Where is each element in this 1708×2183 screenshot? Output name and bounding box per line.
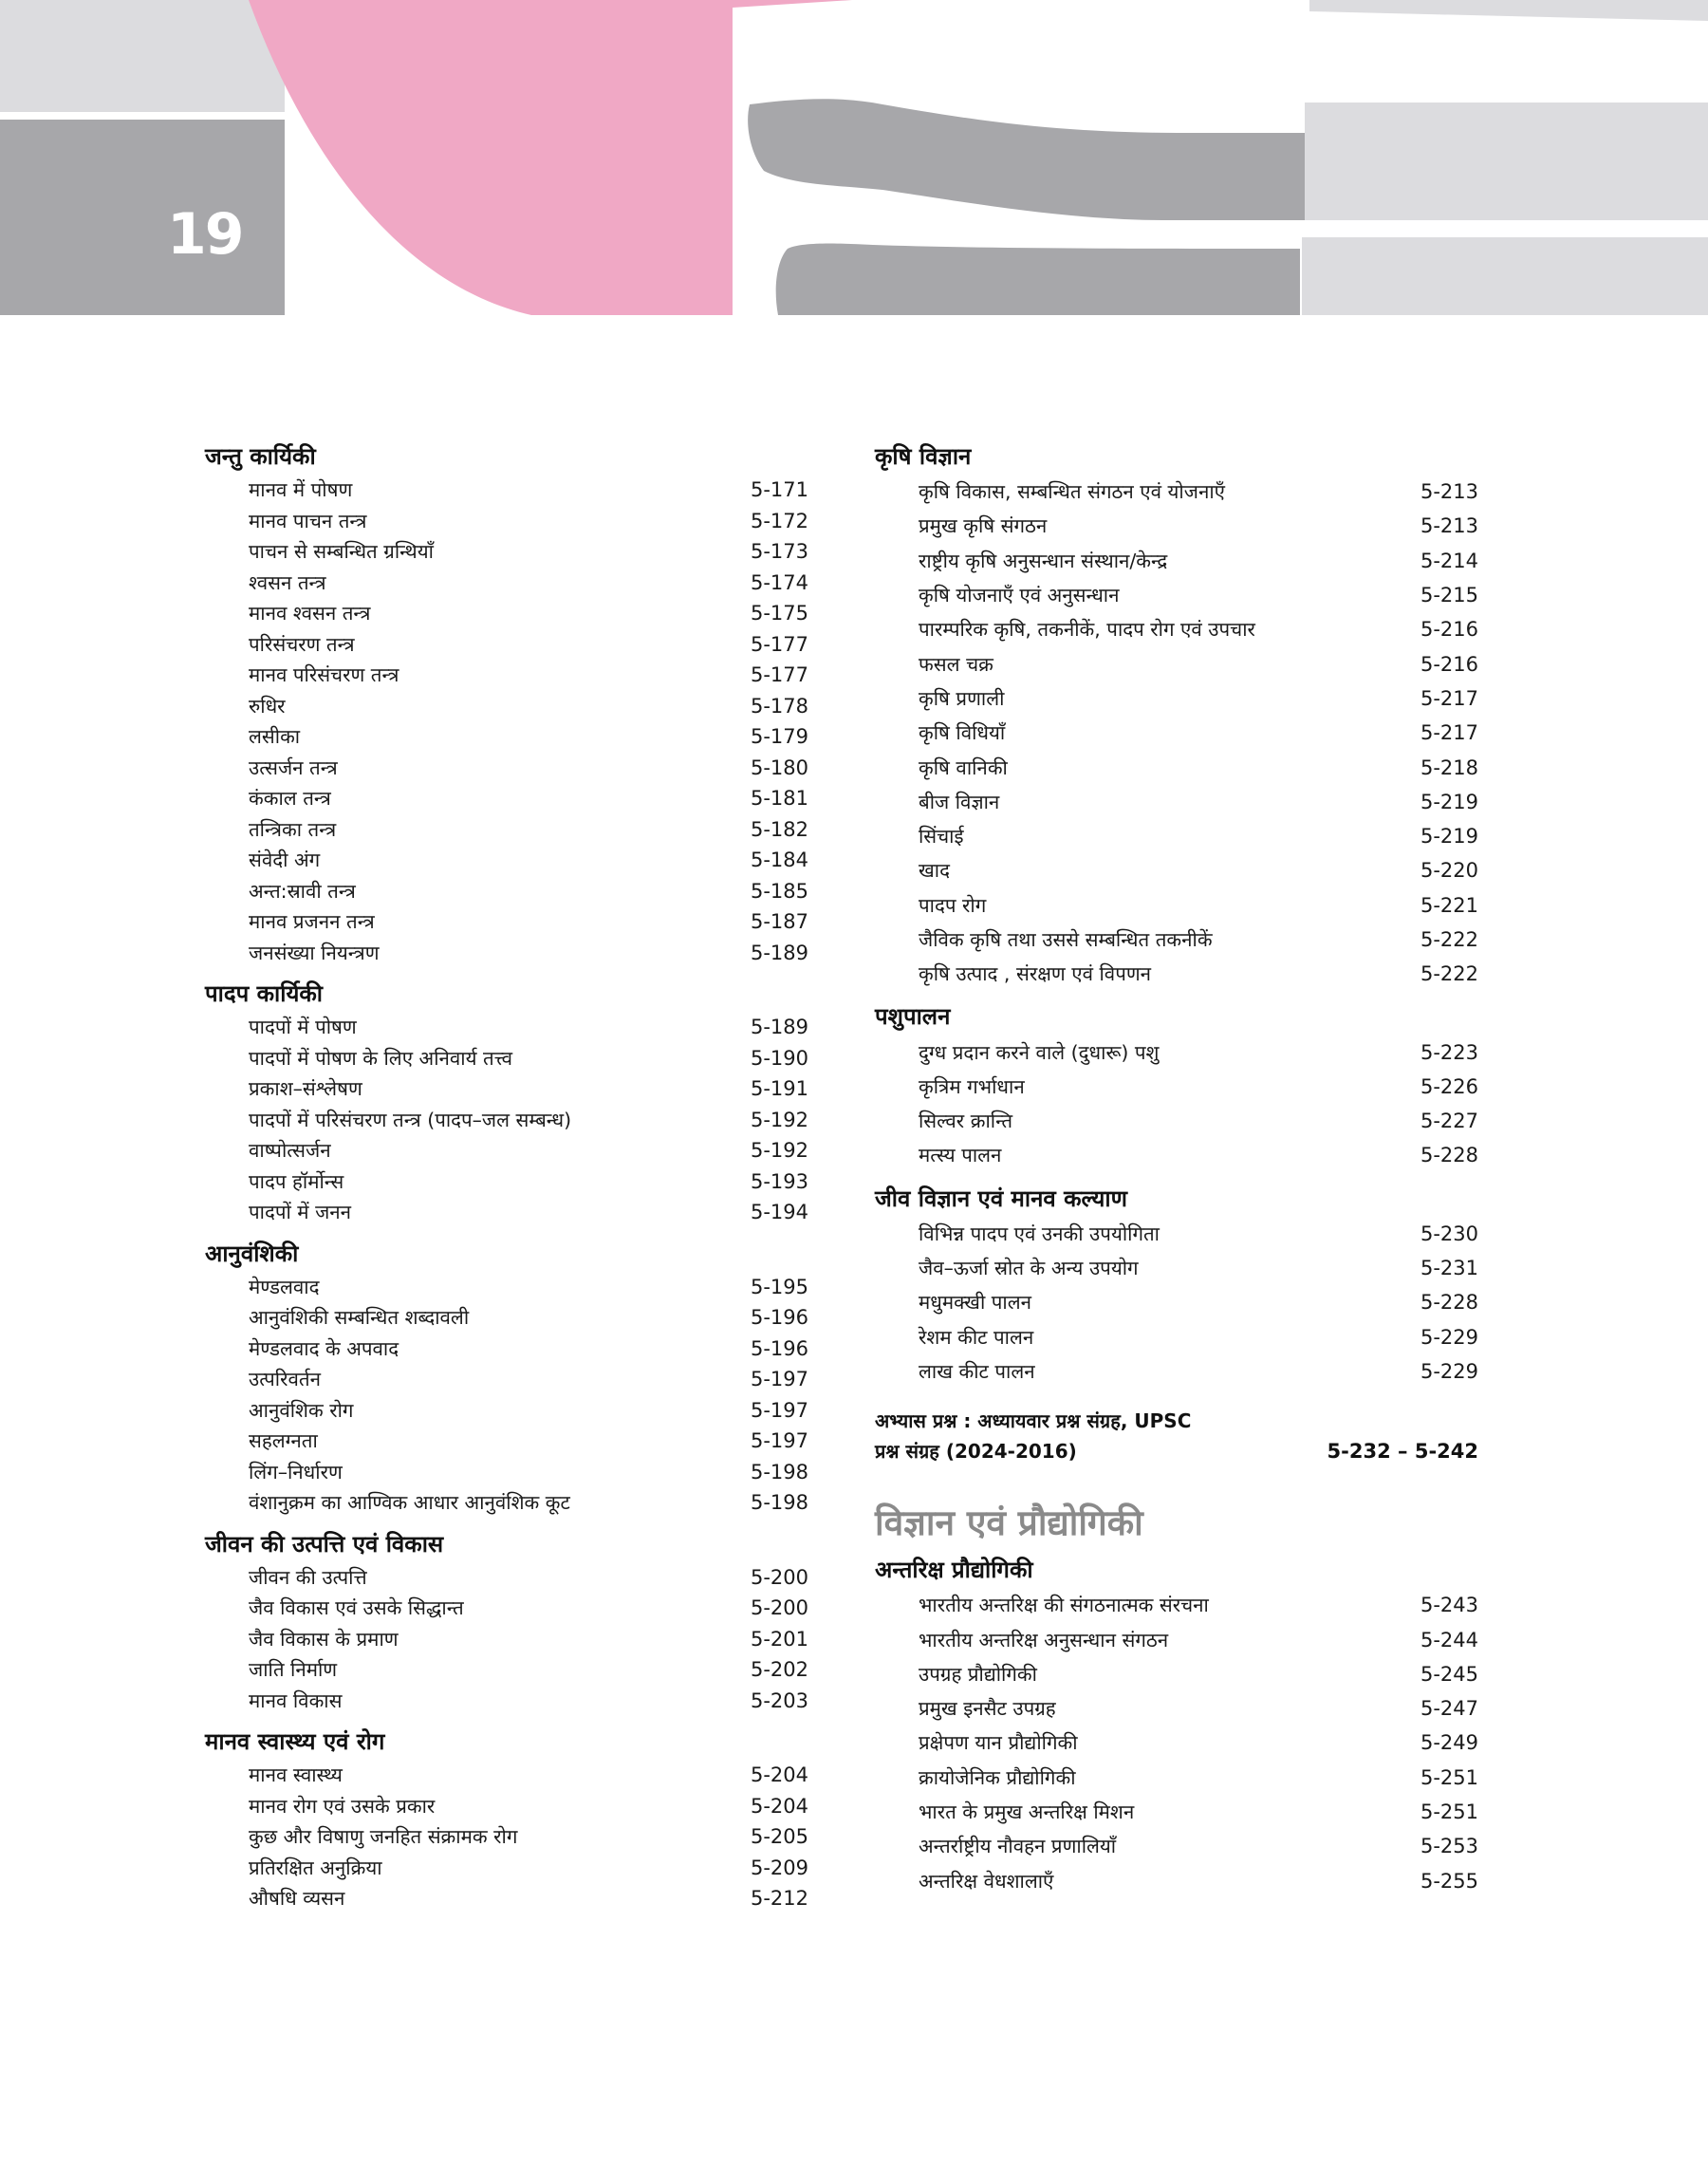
toc-section	[875, 438, 1478, 991]
toc-entry-page: 5-209	[750, 1856, 808, 1879]
toc-entry-page: 5-219	[1420, 825, 1478, 849]
toc-entry[interactable]	[875, 509, 1478, 543]
toc-entry-page: 5-190	[750, 1046, 808, 1070]
toc-entry-page: 5-174	[750, 570, 808, 594]
toc-entry-page: 5-202	[750, 1658, 808, 1682]
toc-entry-title: उत्परिवर्तन	[249, 1368, 321, 1391]
toc-entry-page: 5-228	[1420, 1291, 1478, 1315]
toc-entry-page: 5-229	[1420, 1359, 1478, 1383]
toc-entry-title: कंकाल तन्त्र	[249, 787, 331, 811]
toc-entry-title: अन्तरिक्ष वेधशालाएँ	[919, 1869, 1054, 1893]
toc-entry[interactable]	[205, 506, 808, 537]
gray-wave-2	[1305, 103, 1708, 220]
toc-entry-page: 5-197	[750, 1368, 808, 1391]
toc-entry-title: उत्सर्जन तन्त्र	[249, 756, 338, 779]
toc-entry-page: 5-200	[750, 1596, 808, 1620]
toc-entry-title: जनसंख्या नियन्त्रण	[249, 941, 380, 964]
decorative-shapes	[0, 0, 1708, 315]
toc-entry-page: 5-200	[750, 1565, 808, 1589]
toc-entry[interactable]	[875, 1795, 1478, 1829]
toc-entry-title: जाति निर्माण	[249, 1658, 338, 1682]
toc-entry-page: 5-178	[750, 694, 808, 718]
toc-entry-title: मानव प्रजनन तन्त्र	[249, 910, 375, 934]
toc-entry[interactable]	[205, 1760, 808, 1791]
toc-entry[interactable]	[875, 646, 1478, 681]
section-gap	[205, 1716, 808, 1724]
toc-entry[interactable]	[875, 1251, 1478, 1285]
toc-entry[interactable]	[875, 578, 1478, 612]
gray-wave-3	[776, 244, 1300, 315]
toc-entry-page: 5-172	[750, 509, 808, 532]
section-heading: पादप कार्यिकी	[205, 980, 324, 1007]
toc-entry[interactable]	[875, 1657, 1478, 1691]
toc-section	[205, 1724, 808, 1914]
toc-entry[interactable]	[205, 1883, 808, 1914]
toc-entry-title: उपग्रह प्रौद्योगिकी	[919, 1662, 1037, 1686]
toc-entry-page: 5-192	[750, 1139, 808, 1163]
toc-entry[interactable]	[875, 888, 1478, 923]
toc-entry-page: 5-196	[750, 1336, 808, 1360]
section-heading: आनुवंशिकी	[205, 1240, 299, 1267]
toc-entry-page: 5-220	[1420, 859, 1478, 883]
toc-entry[interactable]	[205, 938, 808, 969]
toc-entry[interactable]	[205, 1105, 808, 1136]
toc-entry-title: पारम्परिक कृषि, तकनीकें, पादप रोग एवं उपचार	[919, 618, 1255, 642]
toc-entry-title: परिसंचरण तन्त्र	[249, 632, 355, 656]
toc-entry[interactable]	[875, 1829, 1478, 1863]
toc-entry-title: प्रमुख कृषि संगठन	[919, 514, 1048, 538]
toc-entry-title: औषधि व्यसन	[249, 1887, 345, 1911]
toc-entry[interactable]	[875, 1354, 1478, 1389]
toc-entry-title: जैव विकास के प्रमाण	[249, 1627, 399, 1651]
toc-entry-title: संवेदी अंग	[249, 849, 321, 872]
toc-entry-title: विभिन्न पादप एवं उनकी उपयोगिता	[919, 1222, 1160, 1245]
toc-entry-page: 5-184	[750, 849, 808, 872]
toc-entry-page: 5-197	[750, 1398, 808, 1422]
practice-questions-text	[875, 1406, 1321, 1466]
toc-entry-title: कृषि विधियाँ	[919, 721, 1006, 745]
toc-section	[875, 1181, 1478, 1389]
toc-entry-page: 5-213	[1420, 514, 1478, 538]
section-gap	[875, 991, 1478, 998]
toc-entry-page: 5-194	[750, 1201, 808, 1224]
toc-entry[interactable]	[205, 1457, 808, 1488]
toc-entry[interactable]	[875, 1726, 1478, 1760]
toc-entry-page: 5-253	[1420, 1835, 1478, 1858]
toc-entry[interactable]	[205, 814, 808, 846]
toc-entry-title: भारत के प्रमुख अन्तरिक्ष मिशन	[919, 1801, 1135, 1824]
practice-page-range: 5-232 – 5-242	[1327, 1440, 1478, 1464]
page-number: 19	[167, 201, 243, 268]
toc-entry[interactable]	[205, 1272, 808, 1303]
toc-entry-page: 5-255	[1420, 1869, 1478, 1893]
toc-entry-page: 5-205	[750, 1825, 808, 1849]
toc-entry[interactable]	[875, 1035, 1478, 1069]
toc-entry-page: 5-217	[1420, 721, 1478, 745]
toc-entry-page: 5-201	[750, 1627, 808, 1651]
toc-entry-page: 5-249	[1420, 1731, 1478, 1755]
toc-entry-title: कृषि प्रणाली	[919, 686, 1005, 710]
toc-entry-title: मानव विकास	[249, 1689, 343, 1712]
toc-entry[interactable]	[875, 923, 1478, 957]
toc-entry[interactable]	[205, 1166, 808, 1198]
section-heading: जीवन की उत्पत्ति एवं विकास	[205, 1530, 444, 1558]
toc-entry-title: श्वसन तन्त्र	[249, 570, 326, 594]
toc-entry-title: कृषि वानिकी	[919, 756, 1008, 779]
toc-entry-page: 5-189	[750, 941, 808, 964]
toc-entry[interactable]	[875, 716, 1478, 750]
gray-band-top-left	[0, 0, 285, 112]
toc-entry-title: बीज विज्ञान	[919, 790, 1000, 813]
toc-entry[interactable]	[205, 1487, 808, 1519]
toc-entry[interactable]	[875, 1622, 1478, 1656]
section-heading: जन्तु कार्यिकी	[205, 443, 316, 470]
toc-entry-page: 5-218	[1420, 756, 1478, 779]
toc-entry-page: 5-203	[750, 1689, 808, 1712]
toc-entry-page: 5-182	[750, 817, 808, 841]
part-title: विज्ञान एवं प्रौद्योगिकी	[875, 1502, 1143, 1544]
toc-entry-page: 5-214	[1420, 549, 1478, 572]
toc-entry-title: प्रक्षेपण यान प्रौद्योगिकी	[919, 1731, 1078, 1755]
toc-entry-title: सहलग्नता	[249, 1429, 318, 1453]
toc-entry-title: लसीका	[249, 725, 301, 749]
toc-entry-page: 5-243	[1420, 1594, 1478, 1617]
toc-entry[interactable]	[205, 876, 808, 907]
toc-entry-page: 5-177	[750, 663, 808, 687]
toc-entry-page: 5-191	[750, 1077, 808, 1101]
toc-entry[interactable]	[205, 906, 808, 938]
toc-entry[interactable]	[205, 660, 808, 691]
toc-entry[interactable]	[875, 544, 1478, 578]
toc-entry-title: अन्तर्राष्ट्रीय नौवहन प्रणालियाँ	[919, 1835, 1117, 1858]
toc-entry-page: 5-228	[1420, 1144, 1478, 1167]
toc-section	[205, 976, 808, 1228]
toc-entry-title: राष्ट्रीय कृषि अनुसन्धान संस्थान/केन्द्र	[919, 549, 1168, 572]
toc-entry-title: रुधिर	[249, 694, 286, 718]
toc-entry[interactable]	[205, 753, 808, 784]
toc-entry-page: 5-216	[1420, 652, 1478, 676]
toc-entry-title: आनुवंशिकी सम्बन्धित शब्दावली	[249, 1306, 470, 1330]
toc-entry-title: अन्त:स्रावी तन्त्र	[249, 879, 356, 903]
toc-section	[205, 438, 808, 968]
toc-entry[interactable]	[205, 1302, 808, 1334]
toc-entry-title: मेण्डलवाद के अपवाद	[249, 1336, 399, 1360]
toc-entry-page: 5-227	[1420, 1110, 1478, 1133]
toc-entry-title: रेशम कीट पालन	[919, 1325, 1034, 1349]
toc-entry-page: 5-195	[750, 1275, 808, 1298]
toc-entry-page: 5-198	[750, 1460, 808, 1483]
toc-entry[interactable]	[205, 1686, 808, 1717]
toc-entry[interactable]	[205, 721, 808, 753]
toc-entry-page: 5-196	[750, 1306, 808, 1330]
toc-entry[interactable]	[205, 568, 808, 599]
toc-entry-title: मानव स्वास्थ्य	[249, 1763, 343, 1787]
toc-entry-page: 5-197	[750, 1429, 808, 1453]
toc-entry-page: 5-213	[1420, 480, 1478, 504]
section-heading: जीव विज्ञान एवं मानव कल्याण	[875, 1185, 1128, 1212]
toc-entry-title: मत्स्य पालन	[919, 1144, 1002, 1167]
toc-entry[interactable]	[205, 1334, 808, 1365]
toc-entry-title: मानव पाचन तन्त्र	[249, 509, 367, 532]
toc-entry[interactable]	[875, 681, 1478, 716]
section-heading: मानव स्वास्थ्य एवं रोग	[205, 1728, 385, 1755]
toc-entry-page: 5-193	[750, 1169, 808, 1193]
toc-entry[interactable]	[875, 1285, 1478, 1319]
toc-entry[interactable]	[205, 1197, 808, 1228]
toc-entry-page: 5-219	[1420, 790, 1478, 813]
toc-entry-title: आनुवंशिक रोग	[249, 1398, 354, 1422]
toc-entry[interactable]	[205, 598, 808, 629]
toc-entry[interactable]	[875, 1070, 1478, 1104]
toc-entry[interactable]	[205, 1395, 808, 1427]
toc-entry-page: 5-192	[750, 1108, 808, 1131]
toc-entry-page: 5-217	[1420, 686, 1478, 710]
toc-entry-title: प्रकाश–संश्लेषण	[249, 1077, 362, 1101]
toc-entry[interactable]	[875, 1588, 1478, 1622]
toc-entry[interactable]	[205, 1853, 808, 1884]
toc-entry-title: पादप रोग	[919, 893, 987, 917]
toc-entry[interactable]	[875, 1761, 1478, 1795]
toc-entry-page: 5-181	[750, 787, 808, 811]
toc-entry[interactable]	[205, 475, 808, 506]
section-gap	[205, 968, 808, 976]
right-sections	[875, 438, 1478, 1396]
toc-entry-title: जैविक कृषि तथा उससे सम्बन्धित तकनीकें	[919, 928, 1213, 951]
toc-entry-title: पादपों में पोषण के लिए अनिवार्य तत्त्व	[249, 1046, 513, 1070]
section-heading: अन्तरिक्ष प्रौद्योगिकी	[875, 1557, 1033, 1584]
toc-entry-title: खाद	[919, 859, 950, 883]
toc-entry[interactable]	[875, 819, 1478, 853]
toc-entry-title: कृषि विकास, सम्बन्धित संगठन एवं योजनाएँ	[919, 480, 1225, 504]
toc-entry-page: 5-245	[1420, 1662, 1478, 1686]
toc-entry[interactable]	[875, 612, 1478, 646]
toc-entry[interactable]	[875, 1320, 1478, 1354]
toc-entry[interactable]	[875, 785, 1478, 819]
toc-entry-page: 5-222	[1420, 962, 1478, 986]
toc-entry-page: 5-251	[1420, 1765, 1478, 1789]
section-gap	[875, 1173, 1478, 1181]
toc-section	[875, 1552, 1478, 1898]
toc-entry-page: 5-185	[750, 879, 808, 903]
toc-entry[interactable]	[205, 1364, 808, 1395]
toc-entry-page: 5-204	[750, 1794, 808, 1818]
section-gap	[205, 1914, 808, 1922]
toc-entry-page: 5-215	[1420, 584, 1478, 607]
toc-entry-page: 5-223	[1420, 1040, 1478, 1064]
toc-entry-page: 5-247	[1420, 1697, 1478, 1721]
toc-entry[interactable]	[875, 853, 1478, 887]
toc-entry-title: कृत्रिम गर्भाधान	[919, 1074, 1025, 1098]
toc-entry-title: तन्त्रिका तन्त्र	[249, 817, 337, 841]
toc-entry[interactable]	[875, 750, 1478, 784]
toc-entry-title: फसल चक्र	[919, 652, 993, 676]
toc-section	[875, 998, 1478, 1172]
toc-entry[interactable]	[205, 783, 808, 814]
toc-entry-title: क्रायोजेनिक प्रौद्योगिकी	[919, 1765, 1076, 1789]
toc-entry-title: पादपों में पोषण	[249, 1016, 357, 1039]
toc-entry-page: 5-173	[750, 540, 808, 564]
toc-entry-page: 5-222	[1420, 928, 1478, 951]
toc-entry-title: कुछ और विषाणु जनहित संक्रामक रोग	[249, 1825, 518, 1849]
toc-entry-title: सिल्वर क्रान्ति	[919, 1110, 1013, 1133]
toc-entry-title: लिंग–निर्धारण	[249, 1460, 343, 1483]
space-section	[875, 1552, 1478, 1898]
toc-entry-page: 5-244	[1420, 1628, 1478, 1651]
toc-entry[interactable]	[205, 1624, 808, 1655]
toc-entry-title: मानव रोग एवं उसके प्रकार	[249, 1794, 436, 1818]
toc-entry-title: भारतीय अन्तरिक्ष अनुसन्धान संगठन	[919, 1628, 1169, 1651]
toc-entry-page: 5-231	[1420, 1257, 1478, 1280]
toc-entry-title: वाष्पोत्सर्जन	[249, 1139, 331, 1163]
toc-entry-title: मधुमक्खी पालन	[919, 1291, 1031, 1315]
toc-entry-title: प्रतिरक्षित अनुक्रिया	[249, 1856, 382, 1879]
toc-entry-page: 5-179	[750, 725, 808, 749]
toc-entry[interactable]	[875, 1217, 1478, 1251]
toc-entry[interactable]	[875, 957, 1478, 991]
toc-entry-title: प्रमुख इनसैट उपग्रह	[919, 1697, 1056, 1721]
toc-entry[interactable]	[205, 1654, 808, 1686]
toc-entry-page: 5-187	[750, 910, 808, 934]
toc-entry[interactable]	[205, 1012, 808, 1043]
toc-entry[interactable]	[205, 536, 808, 568]
toc-entry[interactable]	[205, 1426, 808, 1457]
toc-entry[interactable]	[205, 1593, 808, 1624]
toc-entry-page: 5-212	[750, 1887, 808, 1911]
toc-entry-page: 5-226	[1420, 1074, 1478, 1098]
practice-questions-entry[interactable]	[875, 1406, 1478, 1466]
toc-entry-page: 5-189	[750, 1016, 808, 1039]
toc-entry-page: 5-177	[750, 632, 808, 656]
toc-entry-title: पादप हॉर्मोन्स	[249, 1169, 344, 1193]
toc-entry-page: 5-198	[750, 1491, 808, 1515]
section-heading: कृषि विज्ञान	[875, 443, 972, 470]
toc-entry-title: मानव में पोषण	[249, 478, 353, 502]
toc-entry-title: जीवन की उत्पत्ति	[249, 1565, 367, 1589]
toc-entry-title: लाख कीट पालन	[919, 1359, 1035, 1383]
toc-entry[interactable]	[875, 1104, 1478, 1138]
toc-entry-title: मेण्डलवाद	[249, 1275, 320, 1298]
toc-entry-page: 5-230	[1420, 1222, 1478, 1245]
section-gap	[205, 1228, 808, 1236]
toc-entry-title: वंशानुक्रम का आण्विक आधार आनुवंशिक कूट	[249, 1491, 570, 1515]
toc-entry[interactable]	[205, 845, 808, 876]
toc-entry-page: 5-171	[750, 478, 808, 502]
toc-entry-title: भारतीय अन्तरिक्ष की संगठनात्मक संरचना	[919, 1594, 1209, 1617]
toc-entry-title: सिंचाई	[919, 825, 964, 849]
section-heading: पशुपालन	[875, 1003, 951, 1031]
toc-entry-page: 5-251	[1420, 1801, 1478, 1824]
section-gap	[875, 1389, 1478, 1396]
toc-entry-title: पादपों में जनन	[249, 1201, 352, 1224]
toc-entry[interactable]	[875, 1864, 1478, 1898]
toc-entry-page: 5-221	[1420, 893, 1478, 917]
toc-entry[interactable]	[875, 1138, 1478, 1172]
toc-entry-title: पादपों में परिसंचरण तन्त्र (पादप–जल सम्बन्ध)	[249, 1108, 572, 1131]
section-gap	[205, 1519, 808, 1526]
toc-left-column	[205, 438, 808, 1922]
toc-entry-title: मानव श्वसन तन्त्र	[249, 602, 371, 625]
toc-entry-page: 5-229	[1420, 1325, 1478, 1349]
toc-section	[205, 1526, 808, 1717]
toc-entry-title: दुग्ध प्रदान करने वाले (दुधारू) पशु	[919, 1040, 1160, 1064]
toc-entry[interactable]	[205, 1821, 808, 1853]
practice-text-line1: अभ्यास प्रश्न : अध्यायवार प्रश्न संग्रह, UPSC	[875, 1409, 1192, 1433]
toc-entry-title: कृषि उत्पाद , संरक्षण एवं विपणन	[919, 962, 1152, 986]
toc-entry[interactable]	[875, 1691, 1478, 1726]
toc-entry[interactable]	[205, 1043, 808, 1074]
toc-entry[interactable]	[205, 1073, 808, 1105]
toc-entry[interactable]	[205, 691, 808, 722]
practice-text-line2: प्रश्न संग्रह (2024-2016)	[875, 1440, 1077, 1464]
toc-entry-title: पाचन से सम्बन्धित ग्रन्थियाँ	[249, 540, 434, 564]
toc-entry-page: 5-216	[1420, 618, 1478, 642]
toc-entry[interactable]	[875, 475, 1478, 509]
toc-entry[interactable]	[205, 629, 808, 661]
toc-entry-page: 5-180	[750, 756, 808, 779]
toc-entry-title: जैव–ऊर्जा स्रोत के अन्य उपयोग	[919, 1257, 1139, 1280]
toc-entry[interactable]	[205, 1562, 808, 1594]
toc-entry-title: कृषि योजनाएँ एवं अनुसन्धान	[919, 584, 1120, 607]
toc-entry-page: 5-175	[750, 602, 808, 625]
gray-wave-4	[1302, 237, 1708, 315]
toc-entry[interactable]	[205, 1791, 808, 1822]
header-banner	[0, 0, 1708, 315]
toc-entry-page: 5-204	[750, 1763, 808, 1787]
toc-right-column	[875, 438, 1478, 1898]
toc-section	[205, 1236, 808, 1519]
toc-entry-title: जैव विकास एवं उसके सिद्धान्त	[249, 1596, 464, 1620]
toc-entry-title: मानव परिसंचरण तन्त्र	[249, 663, 399, 687]
toc-entry[interactable]	[205, 1135, 808, 1166]
